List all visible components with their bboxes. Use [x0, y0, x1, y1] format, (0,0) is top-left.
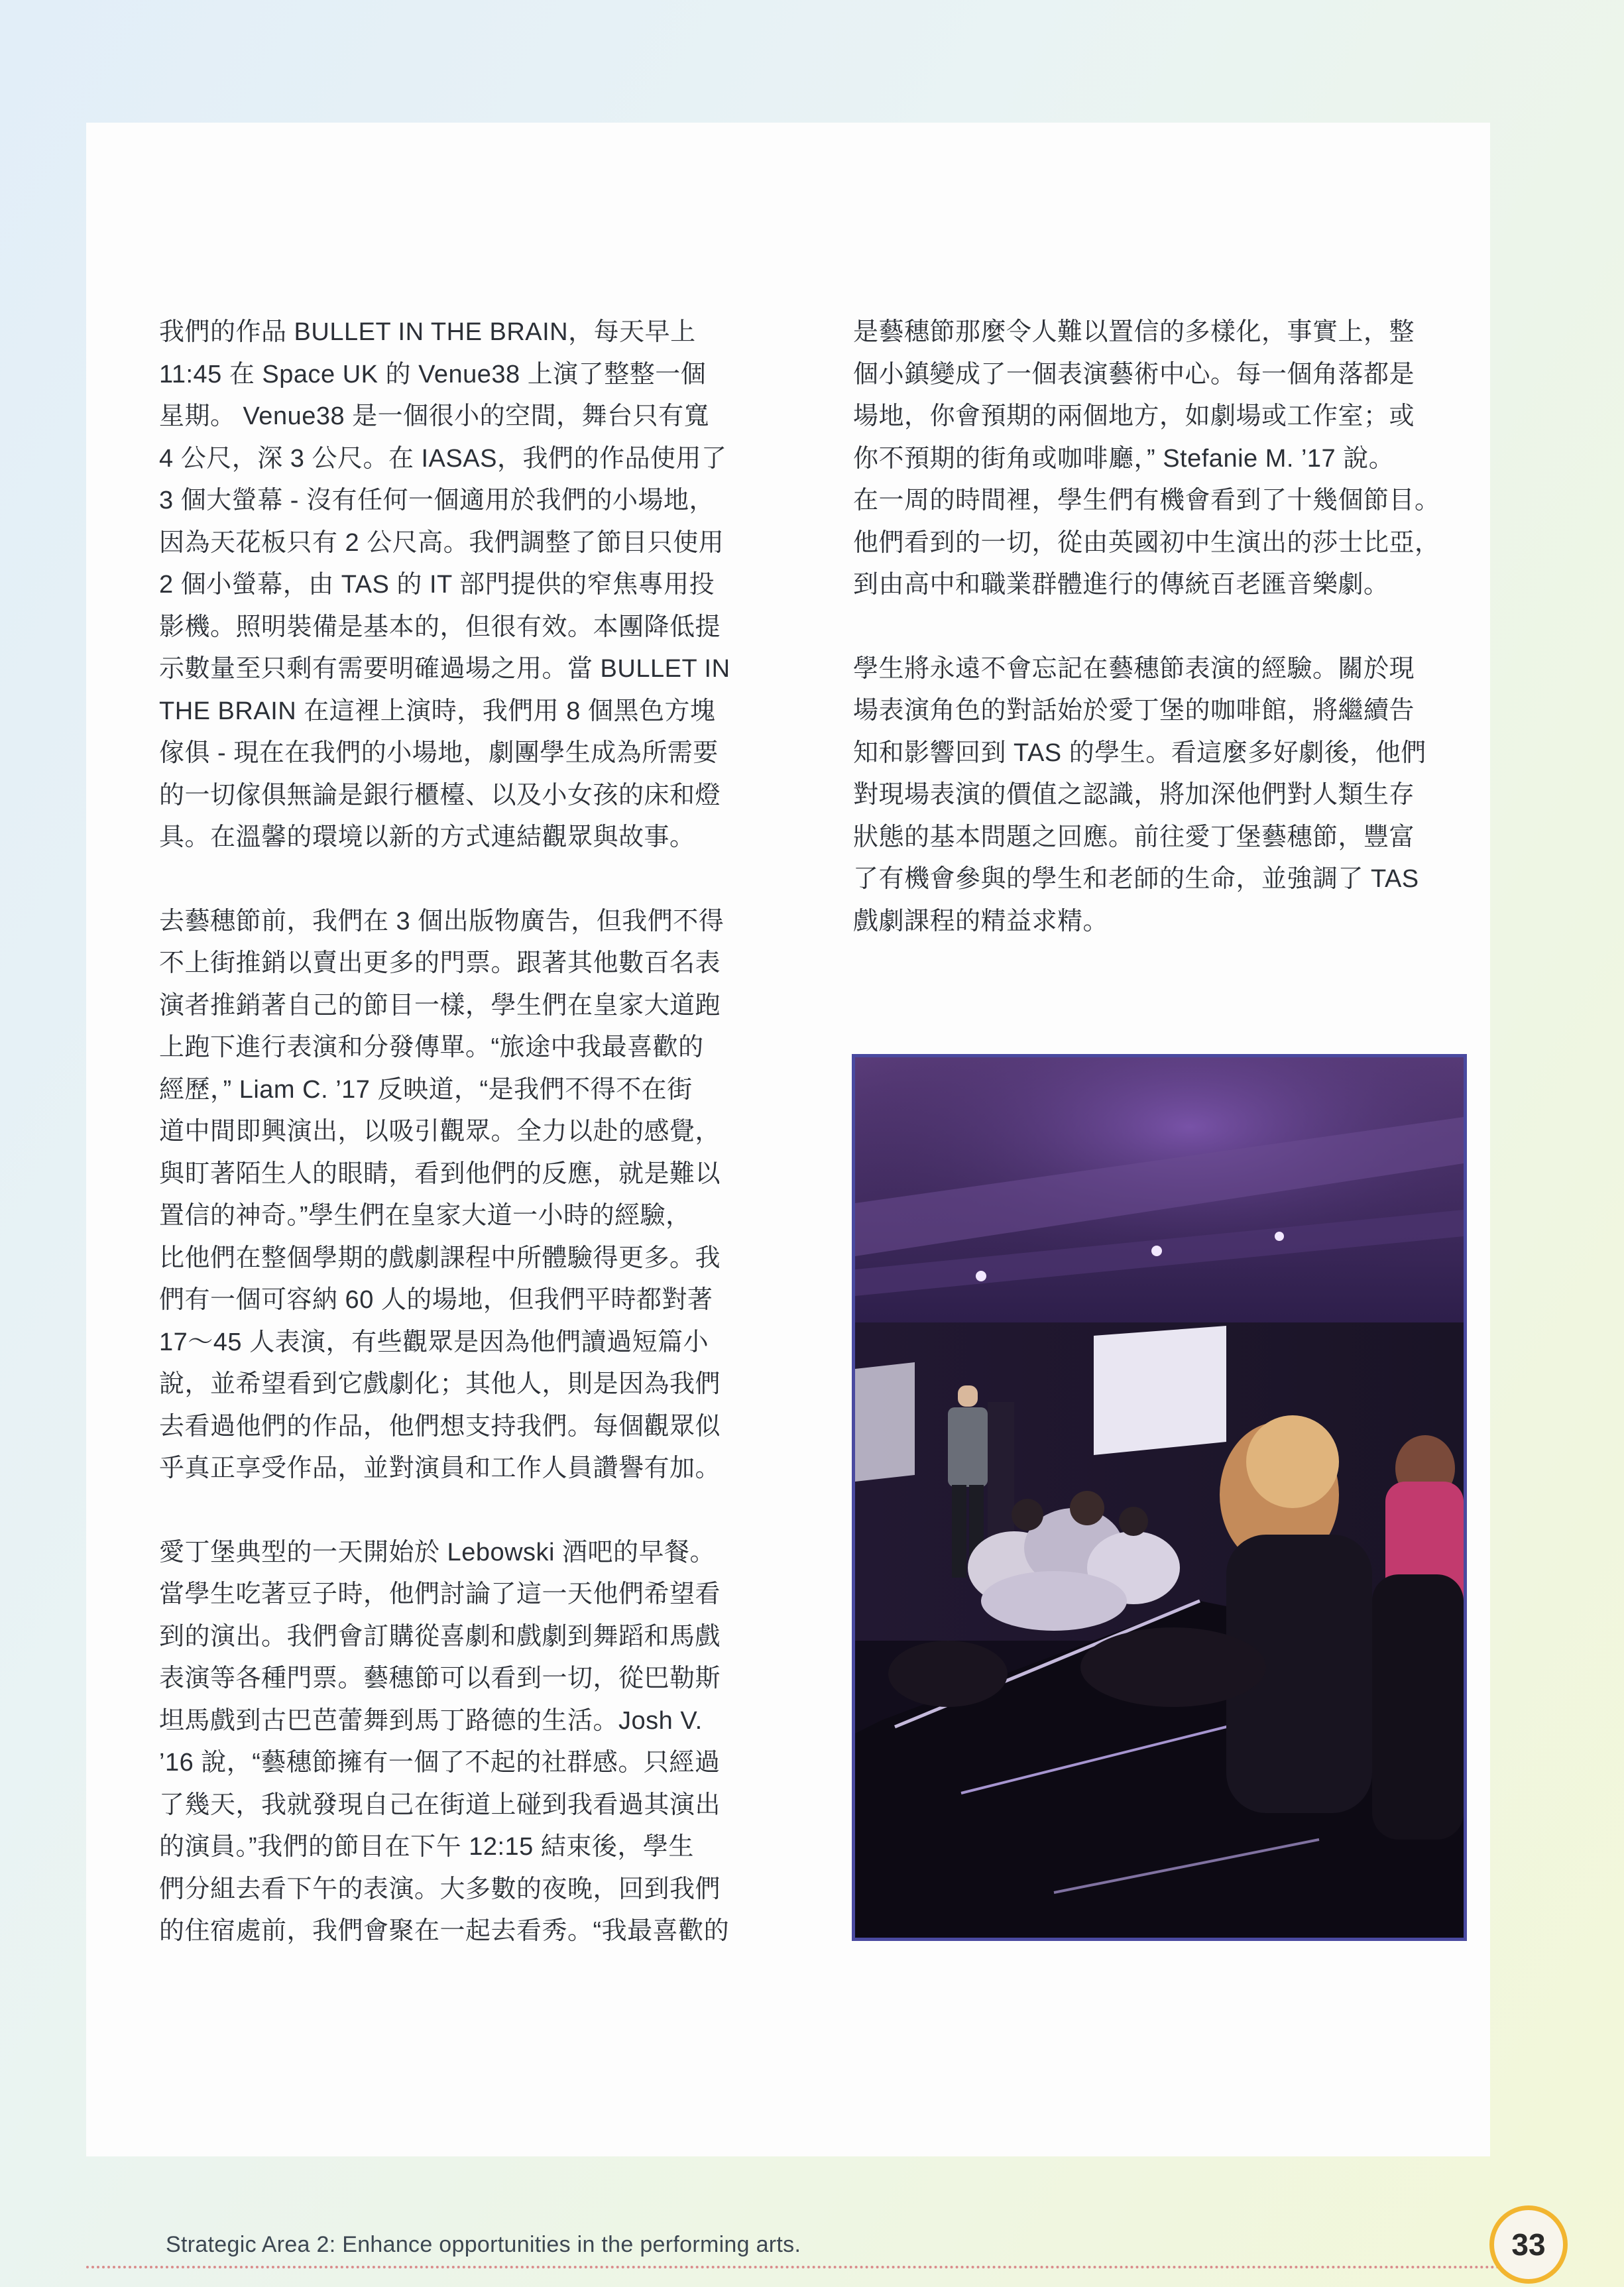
- article-paragraph: 是藝穗節那麼令人難以置信的多樣化，事實上，整 個小鎮變成了一個表演藝術中心。每一個角落都是 場地，你會預期的兩個地方，如劇場或工作室；或 你不預期的街角或咖啡廳，” Stefanie M. ’17 說。 在一周的時間裡，學生們有機會看到了十幾個節目。 他們看到的一切，從由英國初中生演出的莎士比亞， 到由高中和職業群體進行的傳統百老匯音樂劇。: [853, 318, 1440, 599]
- article-paragraph: 愛丁堡典型的一天開始於 Lebowski 酒吧的早餐。 當學生吃著豆子時，他們討論了這一天他們希望看 到的演出。我們會訂購從喜劇和戲劇到舞蹈和馬戲 表演等各種門票。藝穗節可以看到一切，從巴勒斯 坦馬戲到古巴芭蕾舞到馬丁路德的生活。Josh V. ’16 說，“藝穗節擁有一個了不起的社群感。只經過 了幾天，我就發現自己在街道上碰到我看過其演出 的演員。”我們的節目在下午 12:15 結束後，學生 們分組去看下午的表演。大多數的夜晚，回到我們 的住宿處前，我們會聚在一起去看秀。“我最喜歡的: [159, 1538, 730, 1945]
- performance-photo: [852, 1054, 1467, 1941]
- footer-caption: Strategic Area 2: Enhance opportunities in the performing arts.: [166, 2232, 801, 2257]
- article-paragraph: 我們的作品 BULLET IN THE BRAIN，每天早上 11:45 在 Space UK 的 Venue38 上演了整整一個 星期。 Venue38 是一個很小的空間，舞台只有寬 4 公尺，深 3 公尺。在 IASAS，我們的作品使用了 3 個大螢幕 - 沒有任何一個適用於我們的小場地， 因為天花板只有 2 公尺高。我們調整了節目只使用 2 個小螢幕，由 TAS 的 IT 部門提供的窄焦專用投 影機。照明裝備是基本的，但很有效。本團降低提 示數量至只剩有需要明確過場之用。當 BULLET IN THE BRAIN 在這裡上演時，我們用 8 個黑色方塊 傢俱 - 現在在我們的小場地，劇團學生成為所需要 的一切傢俱無論是銀行櫃檯、以及小女孩的床和燈 具。在溫馨的環境以新的方式連結觀眾與故事。: [159, 318, 730, 851]
- performance-photo-illustration: [855, 1057, 1464, 1938]
- article-paragraph: 去藝穗節前，我們在 3 個出版物廣告，但我們不得 不上街推銷以賣出更多的門票。跟著其他數百名表 演者推銷著自己的節目一樣，學生們在皇家大道跑 上跑下進行表演和分發傳單。“旅途中我最喜歡的 經歷，” Liam C. ’17 反映道，“是我們不得不在街 道中間即興演出，以吸引觀眾。全力以赴的感覺， 與盯著陌生人的眼睛，看到他們的反應，就是難以 置信的神奇。”學生們在皇家大道一小時的經驗， 比他們在整個學期的戲劇課程中所體驗得更多。我 們有一個可容納 60 人的場地，但我們平時都對著 17～45 人表演，有些觀眾是因為他們讀過短篇小 說，並希望看到它戲劇化；其他人，則是因為我們 去看過他們的作品，他們想支持我們。每個觀眾似 乎真正享受作品，並對演員和工作人員讚譽有加。: [159, 907, 725, 1482]
- article-right-column: [853, 312, 1481, 984]
- article-paragraph: 學生將永遠不會忘記在藝穗節表演的經驗。關於現 場表演角色的對話始於愛丁堡的咖啡館，將繼續告 知和影響回到 TAS 的學生。看這麼多好劇後，他們 對現場表演的價值之認識，將加深他們對人類生存 狀態的基本問題之回應。前往愛丁堡藝穗節，豐富 了有機會參與的學生和老師的生命，並強調了 TAS 戲劇課程的精益求精。: [853, 654, 1426, 935]
- footer-divider: [86, 2266, 1538, 2268]
- page-number-badge: [1489, 2205, 1568, 2284]
- page-number: 33: [1511, 2227, 1546, 2262]
- article-left-column: [159, 312, 787, 1995]
